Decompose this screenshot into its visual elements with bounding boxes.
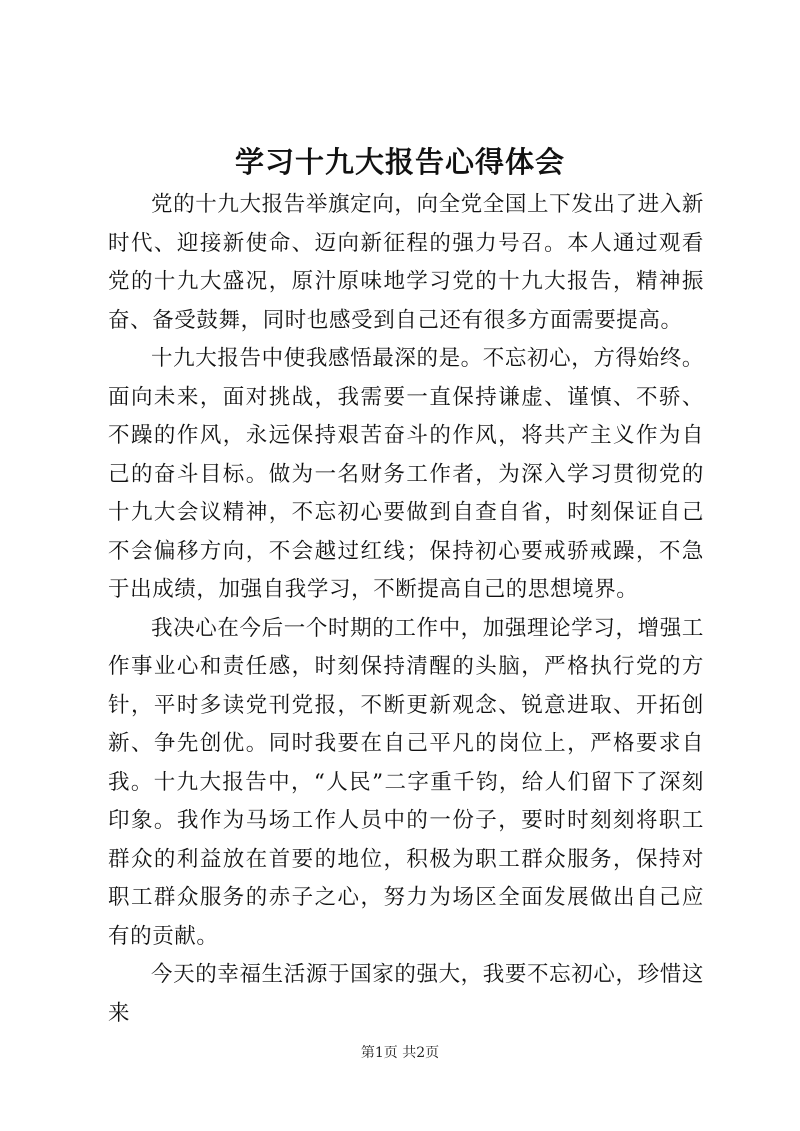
document-body [108, 186, 704, 1033]
paragraph-3: 我决心在今后一个时期的工作中，加强理论学习，增强工作事业心和责任感，时刻保持清醒的头脑，严格执行党的方针，平时多读党刊党报，不断更新观念、锐意进取、开拓创新、争先创优。同时我要在自己平凡的岗位上，严格要求自我。十九大报告中，“人民”二字重千钧，给人们留下了深刻印象。我作为马场工作人员中的一份子，要时时刻刻将职工群众的利益放在首要的地位，积极为职工群众服务，保持对职工群众服务的赤子之心，努力为场区全面发展做出自己应有的贡献。 [108, 615, 704, 949]
document-title: 学习十九大报告心得体会 [234, 145, 565, 179]
page-number-footer: 第1页 共2页 [360, 1045, 440, 1061]
paragraph-1: 党的十九大报告举旗定向，向全党全国上下发出了进入新时代、迎接新使命、迈向新征程的强力号召。本人通过观看党的十九大盛况，原汁原味地学习党的十九大报告，精神振奋、备受鼓舞，同时也感受到自己还有很多方面需要提高。 [108, 192, 704, 333]
paragraph-2: 十九大报告中使我感悟最深的是。不忘初心，方得始终。面向未来，面对挑战，我需要一直保持谦虚、谨慎、不骄、不躁的作风，永远保持艰苦奋斗的作风，将共产主义作为自己的奋斗目标。做为一名财务工作者，为深入学习贯彻党的十九大会议精神，不忘初心要做到自查自省，时刻保证自己不会偏移方向，不会越过红线；保持初心要戒骄戒躁，不急于出成绩，加强自我学习，不断提高自己的思想境界。 [108, 346, 704, 602]
paragraph-4: 今天的幸福生活源于国家的强大，我要不忘初心，珍惜这来 [108, 962, 704, 1026]
